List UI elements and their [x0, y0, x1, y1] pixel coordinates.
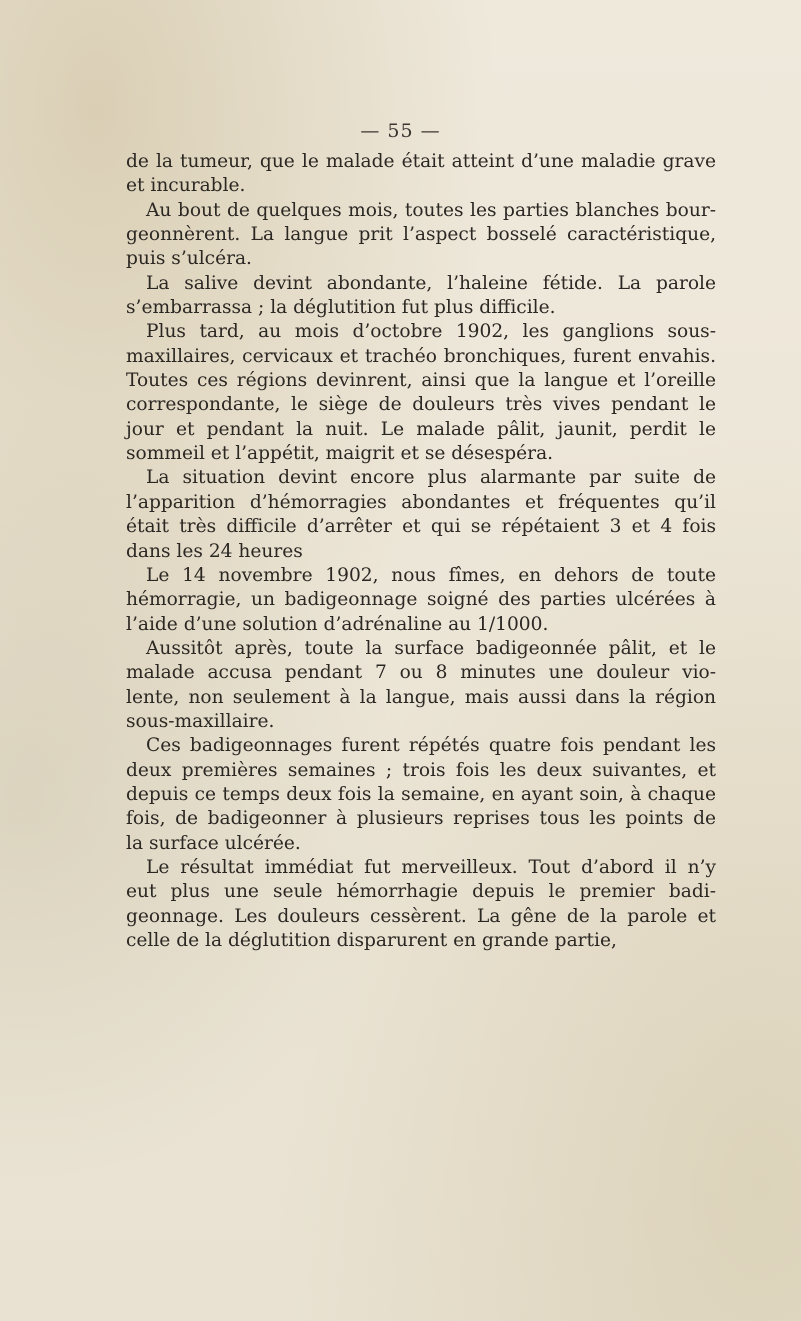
text-line: hémorragie, un badigeonnage soigné des parties ulcérées à — [126, 589, 716, 611]
page-number: — 55 — — [360, 120, 441, 142]
text-line: Plus tard, au mois d’octobre 1902, les ganglions sous- — [146, 321, 716, 343]
text-line: l’apparition d’hémorragies abondantes et fréquentes qu’il — [126, 491, 716, 513]
text-line: s’embarrassa ; la déglutition fut plus difficile. — [126, 297, 556, 319]
text-line: maxillaires, cervicaux et trachéo bronchiques, furent envahis. — [126, 345, 716, 367]
text-line: deux premières semaines ; trois fois les deux suivantes, et — [126, 759, 716, 781]
text-line: l’aide d’une solution d’adrénaline au 1/1000. — [126, 613, 549, 635]
text-line: de la tumeur, que le malade était atteint d’une maladie grave — [126, 151, 716, 172]
text-line: Au bout de quelques mois, toutes les parties blanches bour- — [146, 199, 716, 221]
text-line: Aussitôt après, toute la surface badigeonnée pâlit, et le — [146, 637, 716, 659]
text-line: jour et pendant la nuit. Le malade pâlit, jaunit, perdit le — [126, 418, 716, 440]
text-line: correspondante, le siège de douleurs très vives pendant le — [126, 394, 716, 416]
text-line: la surface ulcérée. — [126, 832, 301, 854]
text-line: Le résultat immédiat fut merveilleux. Tout d’abord il n’y — [146, 856, 716, 878]
text-line: depuis ce temps deux fois la semaine, en ayant soin, à chaque — [126, 783, 716, 805]
text-line: Le 14 novembre 1902, nous fîmes, en dehors de toute — [146, 564, 716, 586]
text-line: sous-maxillaire. — [126, 710, 275, 732]
text-line: eut plus une seule hémorrhagie depuis le premier badi- — [126, 881, 716, 903]
text-line: Ces badigeonnages furent répétés quatre fois pendant les — [146, 735, 716, 757]
text-line: malade accusa pendant 7 ou 8 minutes une douleur vio- — [126, 662, 716, 684]
text-line: geonnage. Les douleurs cessèrent. La gêne de la parole et — [126, 905, 716, 927]
text-line: dans les 24 heures — [126, 540, 303, 562]
text-line: et incurable. — [126, 175, 246, 197]
text-line: lente, non seulement à la langue, mais aussi dans la région — [126, 686, 716, 708]
text-line: sommeil et l’appétit, maigrit et se désespéra. — [126, 443, 554, 465]
text-line: était très difficile d’arrêter et qui se répétaient 3 et 4 fois — [126, 516, 716, 538]
text-line: La salive devint abondante, l’haleine fétide. La parole — [146, 272, 716, 294]
body-text — [126, 150, 716, 953]
text-line: fois, de badigeonner à plusieurs reprises tous les points de — [126, 808, 716, 830]
text-line: puis s’ulcéra. — [126, 248, 252, 270]
text-line: celle de la déglutition disparurent en grande partie, — [126, 930, 617, 951]
text-line: Toutes ces régions devinrent, ainsi que la langue et l’oreille — [126, 370, 716, 392]
text-line: geonnèrent. La langue prit l’aspect bosselé caractéristique, — [126, 224, 716, 246]
text-line: La situation devint encore plus alarmante par suite de — [146, 467, 716, 489]
